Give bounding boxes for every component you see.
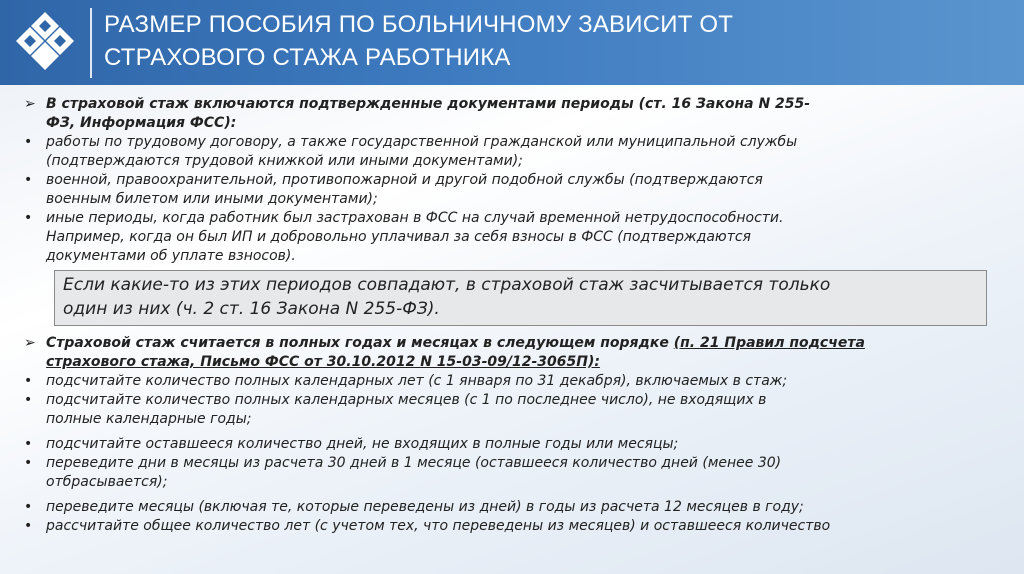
bullet-icon: •: [24, 392, 33, 408]
law-reference-link[interactable]: страхового стажа, Письмо ФСС от 30.10.2012 N 15-03-09/12-3065П):: [46, 354, 600, 370]
list-item: [22, 372, 1007, 391]
list-item: [22, 133, 1007, 171]
list-item-line: иные периоды, когда работник был застрахован в ФСС на случай временной нетрудоспособности.: [46, 210, 784, 226]
arrow-bullet-icon: ➢: [24, 96, 36, 112]
list-item-line: документами об уплате взносов).: [46, 248, 296, 264]
list-item-line: Например, когда он был ИП и добровольно уплачивал за себя взносы в ФСС (подтверждаются: [46, 229, 751, 245]
bullet-icon: •: [24, 436, 33, 452]
list-item-line: (подтверждаются трудовой книжкой или иными документами);: [46, 153, 523, 169]
list-item-line: отбрасывается);: [46, 474, 168, 490]
bullet-icon: •: [24, 499, 33, 515]
bullet-icon: •: [24, 455, 33, 471]
diamond-logo-icon: [14, 10, 76, 72]
title-line-1: РАЗМЕР ПОСОБИЯ ПО БОЛЬНИЧНОМУ ЗАВИСИТ ОТ: [104, 11, 734, 38]
list-item: [22, 209, 1007, 266]
callout-box: [54, 270, 987, 326]
header-divider: [90, 8, 92, 78]
section1-heading-line-1: В страховой стаж включаются подтвержденные документами периоды (ст. 16 Закона N 255-: [46, 96, 811, 112]
list-item-line: военной, правоохранительной, противопожарной и другой подобной службы (подтверждаются: [46, 172, 763, 188]
callout-line-2: один из них (ч. 2 ст. 16 Закона N 255-ФЗ).: [63, 299, 440, 319]
list-item: [22, 517, 1007, 536]
list-item-line: работы по трудовому договору, а также государственной гражданской или муниципальной службы: [46, 134, 798, 150]
section2-heading: [22, 334, 1007, 372]
bullet-icon: •: [24, 134, 33, 150]
bullet-icon: •: [24, 518, 33, 534]
section2-heading-text: Страховой стаж считается в полных годах и месяцах в следующем порядке: [46, 335, 674, 351]
list-item-line: подсчитайте оставшееся количество дней, не входящих в полные годы или месяцы;: [46, 436, 679, 452]
list-item: [22, 171, 1007, 209]
slide-title: [104, 8, 1004, 74]
list-item-line: переведите месяцы (включая те, которые переведены из дней) в годы из расчета 12 месяцев в году;: [46, 499, 804, 515]
section1-heading: [22, 95, 1007, 133]
list-item-line: переведите дни в месяцы из расчета 30 дней в 1 месяце (оставшееся количество дней (менее 30): [46, 455, 782, 471]
slide-header: [0, 0, 1024, 85]
arrow-bullet-icon: ➢: [24, 335, 36, 351]
section2-heading-line-1: [46, 334, 1007, 353]
list-item-line: военным билетом или иными документами);: [46, 191, 378, 207]
bullet-icon: •: [24, 210, 33, 226]
list-item-line: подсчитайте количество полных календарных месяцев (с 1 по последнее число), не входящих в: [46, 392, 767, 408]
bullet-icon: •: [24, 172, 33, 188]
list-item-line: подсчитайте количество полных календарных лет (с 1 января по 31 декабря), включаемых в стаж;: [46, 373, 788, 389]
bullet-icon: •: [24, 373, 33, 389]
list-item: [22, 454, 1007, 492]
callout-line-1: Если какие-то из этих периодов совпадают, в страховой стаж засчитывается только: [63, 275, 831, 295]
list-item-line: рассчитайте общее количество лет (с учетом тех, что переведены из месяцев) и оставшееся количество: [46, 518, 831, 534]
list-item-line: полные календарные годы;: [46, 411, 252, 427]
list-item: [22, 498, 1007, 517]
section1-heading-line-2: ФЗ, Информация ФСС):: [46, 115, 237, 131]
law-reference-link[interactable]: (п. 21 Правил подсчета: [673, 335, 865, 351]
slide-content: [22, 95, 1007, 536]
list-item: [22, 391, 1007, 429]
list-item: [22, 435, 1007, 454]
title-line-2: СТРАХОВОГО СТАЖА РАБОТНИКА: [104, 44, 511, 71]
